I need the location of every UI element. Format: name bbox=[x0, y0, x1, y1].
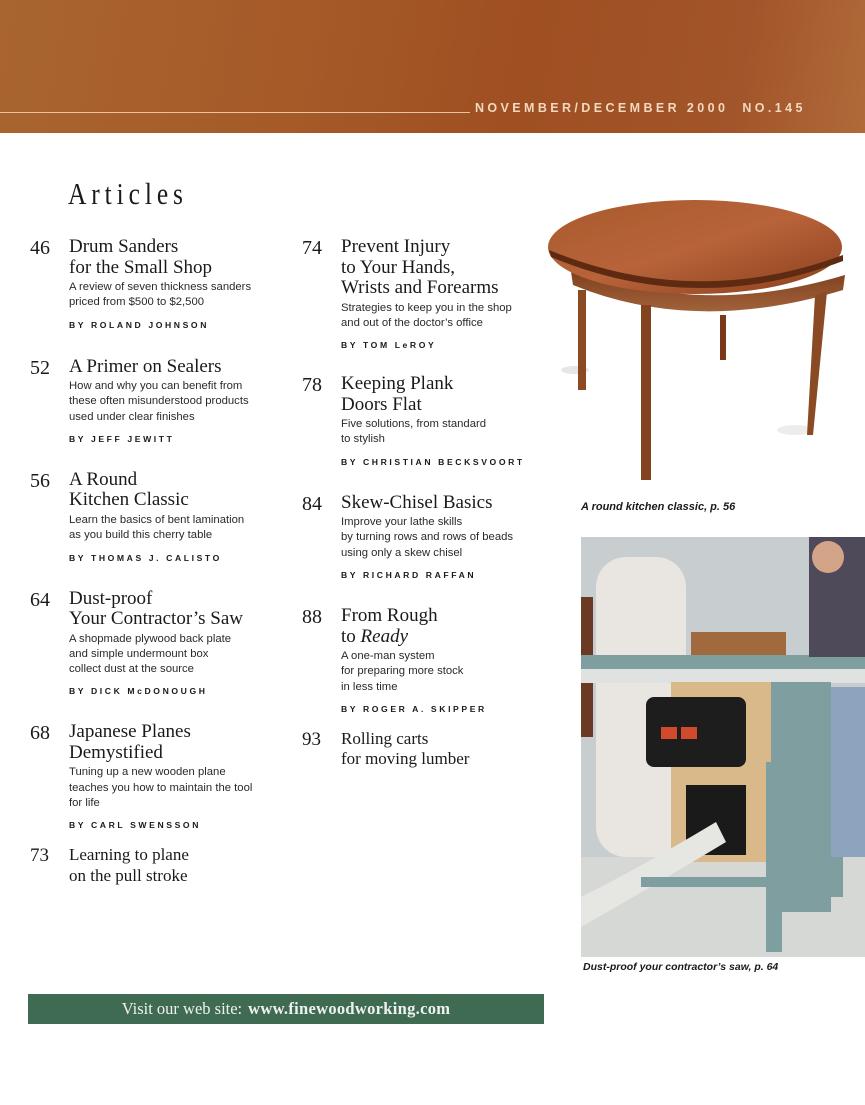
section-title: Articles bbox=[68, 176, 188, 211]
desc-line: Tuning up a new wooden plane bbox=[69, 766, 226, 779]
article-byline: BY RICHARD RAFFAN bbox=[341, 570, 477, 581]
page-number: 84 bbox=[302, 492, 322, 515]
title-line: Japanese Planes bbox=[69, 721, 191, 743]
saw-photo-caption: Dust-proof your contractor’s saw, p. 64 bbox=[583, 961, 779, 973]
desc-line: A review of seven thickness sanders bbox=[69, 281, 252, 293]
title-line: Dust-proof bbox=[69, 587, 153, 609]
article-description bbox=[69, 379, 290, 425]
desc-line: for life bbox=[69, 797, 100, 810]
desc-line: A one-man system bbox=[341, 650, 435, 663]
page-number: 74 bbox=[302, 237, 322, 259]
page-number: 68 bbox=[30, 722, 50, 745]
title-line: Learning to plane bbox=[69, 845, 189, 865]
article-title[interactable] bbox=[69, 722, 290, 763]
header-rule bbox=[0, 112, 470, 113]
title-line: for moving lumber bbox=[341, 749, 470, 769]
title-line: on the pull stroke bbox=[69, 865, 188, 885]
title-word-italic: Ready bbox=[360, 625, 409, 647]
title-line: Skew-Chisel Basics bbox=[341, 491, 493, 513]
page-number: 52 bbox=[30, 356, 50, 379]
desc-line: using only a skew chisel bbox=[341, 546, 463, 559]
article-byline: BY CHRISTIAN BECKSVOORT bbox=[341, 456, 525, 467]
article-description bbox=[69, 632, 290, 678]
desc-line: A shopmade plywood back plate bbox=[69, 632, 232, 645]
desc-line: for preparing more stock bbox=[341, 665, 464, 678]
desc-line: by turning rows and rows of beads bbox=[341, 531, 514, 544]
desc-line: priced from $500 to $2,500 bbox=[69, 296, 205, 309]
desc-line: collect dust at the source bbox=[69, 663, 194, 676]
article-entry[interactable] bbox=[30, 470, 290, 563]
article-byline: BY JEFF JEWITT bbox=[69, 433, 175, 444]
title-line: for the Small Shop bbox=[69, 256, 213, 278]
article-byline: BY ROGER A. SKIPPER bbox=[341, 703, 487, 714]
table-photo-caption: A round kitchen classic, p. 56 bbox=[581, 501, 736, 513]
article-title[interactable] bbox=[69, 470, 290, 511]
title-line: to Your Hands, bbox=[341, 256, 456, 278]
desc-line: teaches you how to maintain the tool bbox=[69, 781, 253, 794]
desc-line: Strategies to keep you in the shop bbox=[341, 301, 512, 314]
article-byline: BY CARL SWENSSON bbox=[69, 820, 202, 831]
website-banner[interactable] bbox=[28, 994, 544, 1024]
title-line: Keeping Plank bbox=[341, 373, 454, 395]
article-title[interactable] bbox=[341, 374, 542, 415]
banner-prefix: Visit our web site: bbox=[121, 999, 243, 1018]
page-number: 73 bbox=[30, 845, 49, 867]
article-entry[interactable] bbox=[30, 722, 290, 830]
issue-line bbox=[475, 101, 806, 115]
article-description bbox=[69, 513, 290, 544]
page-number: 78 bbox=[302, 374, 322, 397]
title-line: Drum Sanders bbox=[69, 236, 179, 257]
article-entry[interactable] bbox=[30, 589, 290, 697]
article-entry[interactable] bbox=[30, 237, 290, 330]
article-entry[interactable] bbox=[30, 357, 290, 444]
article-title[interactable] bbox=[341, 606, 542, 647]
title-line: A Primer on Sealers bbox=[69, 355, 222, 377]
title-line: Doors Flat bbox=[341, 393, 422, 415]
title-line: A Round bbox=[69, 468, 138, 490]
page-number: 93 bbox=[302, 728, 321, 750]
title-line: Demystified bbox=[69, 741, 163, 763]
desc-line: in less time bbox=[341, 680, 398, 693]
article-byline: BY ROLAND JOHNSON bbox=[69, 319, 210, 330]
article-description bbox=[69, 280, 290, 311]
title-line: Prevent Injury bbox=[341, 236, 451, 257]
page-number: 88 bbox=[302, 606, 322, 629]
article-byline: BY DICK McDONOUGH bbox=[69, 686, 208, 697]
article-title[interactable] bbox=[69, 589, 290, 630]
article-entry[interactable] bbox=[302, 237, 542, 350]
article-entry[interactable] bbox=[30, 845, 290, 886]
round-table-illustration bbox=[545, 195, 865, 485]
issue-date: NOVEMBER/DECEMBER 2000 bbox=[475, 101, 729, 115]
article-description bbox=[341, 301, 542, 332]
title-word: to bbox=[341, 625, 356, 647]
page-number: 46 bbox=[30, 237, 50, 259]
article-description bbox=[69, 765, 290, 811]
title-line: Your Contractor’s Saw bbox=[69, 608, 243, 630]
desc-line: as you build this cherry table bbox=[69, 529, 213, 542]
article-title[interactable] bbox=[341, 729, 542, 770]
article-entry[interactable] bbox=[302, 606, 542, 714]
issue-number: NO.145 bbox=[742, 101, 806, 115]
desc-line: Learn the basics of bent lamination bbox=[69, 513, 245, 526]
article-title[interactable] bbox=[341, 493, 542, 514]
desc-line: used under clear finishes bbox=[69, 410, 195, 423]
article-title[interactable] bbox=[69, 237, 290, 278]
article-entry[interactable] bbox=[302, 493, 542, 580]
page-number: 56 bbox=[30, 469, 50, 492]
article-entry[interactable] bbox=[302, 729, 542, 770]
article-title[interactable] bbox=[69, 357, 290, 378]
desc-line: and simple undermount box bbox=[69, 647, 209, 660]
title-line: From Rough bbox=[341, 605, 438, 627]
saw-photo bbox=[581, 537, 865, 957]
title-line: Wrists and Forearms bbox=[341, 277, 499, 298]
table-photo bbox=[545, 195, 865, 485]
article-title[interactable] bbox=[69, 845, 290, 886]
article-description bbox=[341, 649, 542, 695]
title-line bbox=[341, 627, 542, 648]
articles-column-middle bbox=[302, 237, 542, 770]
desc-line: Improve your lathe skills bbox=[341, 516, 463, 529]
article-title[interactable] bbox=[341, 237, 542, 299]
desc-line: Five solutions, from standard bbox=[341, 418, 487, 431]
table-saw-illustration bbox=[581, 537, 865, 957]
articles-column-left bbox=[30, 237, 290, 886]
article-byline: BY THOMAS J. CALISTO bbox=[69, 552, 222, 563]
article-byline: BY TOM LeROY bbox=[341, 340, 437, 351]
article-description bbox=[341, 515, 542, 561]
title-line: Kitchen Classic bbox=[69, 489, 189, 511]
title-line: Rolling carts bbox=[341, 728, 429, 748]
page-number: 64 bbox=[30, 588, 50, 611]
website-link[interactable]: www.finewoodworking.com bbox=[248, 999, 451, 1018]
desc-line: How and why you can benefit from bbox=[69, 380, 243, 393]
article-entry[interactable] bbox=[302, 374, 542, 467]
article-description bbox=[341, 417, 542, 448]
desc-line: and out of the doctor’s office bbox=[341, 316, 483, 329]
desc-line: these often misunderstood products bbox=[69, 395, 249, 408]
desc-line: to stylish bbox=[341, 433, 385, 446]
